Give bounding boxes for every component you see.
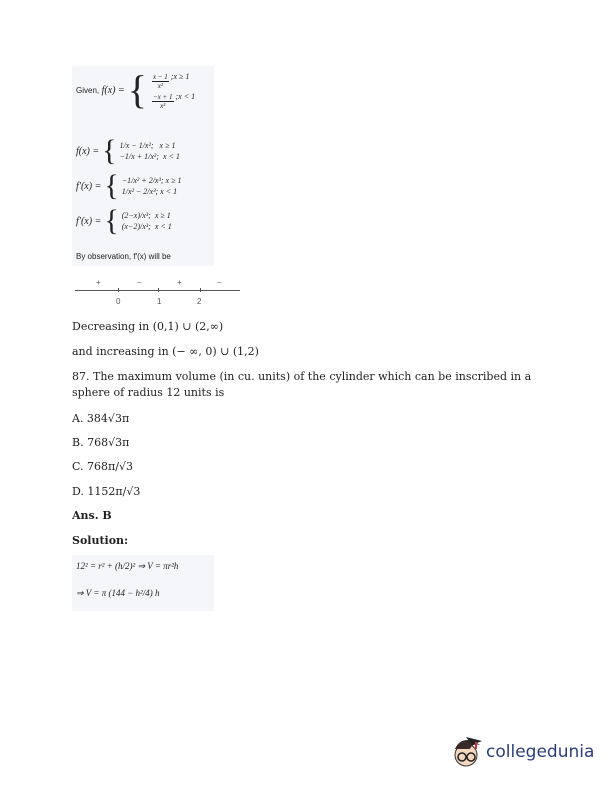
logo-text: collegedunia — [486, 742, 595, 762]
step2-row1: −1/x² + 2/x³; — [121, 176, 164, 185]
step2-cond1: x ≥ 1 — [165, 176, 182, 185]
tick-label: 1 — [157, 297, 162, 306]
solution-heading: Solution: — [72, 534, 129, 547]
sign-minus: − — [217, 278, 222, 287]
option-b: B. 768√3π — [72, 436, 130, 449]
given-equation: Given, f(x) = { $\frac{x - 1}{\text{x²}}$ ;x ≥ 1 $\frac{-x + 1}{\text{x²}}$ ;x < 1 — [76, 67, 196, 112]
step2-lhs: f′(x) = — [76, 180, 102, 192]
step1-cond2: x < 1 — [162, 152, 180, 161]
option-d: D. 1152π/√3 — [72, 485, 141, 498]
case1-condition: ;x ≥ 1 — [170, 72, 190, 81]
increasing-interval: and increasing in (− ∞, 0) ∪ (1,2) — [72, 345, 259, 358]
step1-equation: f(x) = { 1/x − 1/x²; x ≥ 1 −1/x + 1/x²; x < 1 — [76, 134, 180, 167]
option-c: C. 768π/√3 — [72, 460, 133, 473]
option-a: A. 384√3π — [72, 412, 130, 425]
step1-lhs: f(x) = — [76, 145, 100, 157]
sign-plus: + — [96, 278, 101, 287]
question-text: sphere of radius 12 units is — [72, 386, 225, 399]
observation-text: By observation, f′(x) will be — [76, 252, 171, 261]
sign-plus: + — [177, 278, 182, 287]
math-block-derivative — [72, 66, 214, 266]
step3-row2: (x−2)/x³; — [121, 222, 151, 231]
step2-cond2: x < 1 — [160, 187, 178, 196]
step2-equation: f′(x) = { −1/x² + 2/x³; x ≥ 1 1/x² − 2/x³; x < 1 — [76, 169, 182, 202]
step2-row2: 1/x² − 2/x³; — [121, 187, 159, 196]
step3-cond2: x < 1 — [154, 222, 172, 231]
step1-row2: −1/x + 1/x²; — [119, 152, 159, 161]
tick-label: 2 — [197, 297, 202, 306]
case1-numerator: x − 1 — [152, 73, 168, 81]
step1-row1: 1/x − 1/x²; — [119, 141, 154, 150]
step3-lhs: f′(x) = — [76, 215, 102, 227]
step3-cond1: x ≥ 1 — [154, 211, 171, 220]
solution-eq1: 12² = r² + (h/2)² ⇒ V = πr²h — [76, 561, 179, 571]
step1-cond1: x ≥ 1 — [159, 141, 176, 150]
collegedunia-logo — [452, 735, 594, 769]
step3-row1: (2−x)/x³; — [121, 211, 151, 220]
mascot-icon — [452, 735, 484, 769]
solution-eq2: ⇒ V = π (144 − h²/4) h — [76, 588, 160, 598]
case2-numerator: −x + 1 — [152, 93, 173, 101]
given-label: Given, — [76, 85, 100, 95]
question-text: 87. The maximum volume (in cu. units) of the cylinder which can be inscribed in a — [72, 370, 532, 383]
math-block-solution — [72, 555, 214, 611]
case1-denominator: x² — [157, 82, 163, 90]
tick-label: 0 — [116, 297, 121, 306]
case2-condition: ;x < 1 — [175, 92, 196, 101]
sign-minus: − — [137, 278, 142, 287]
decreasing-interval: Decreasing in (0,1) ∪ (2,∞) — [72, 320, 224, 333]
step3-equation: f′(x) = { (2−x)/x³; x ≥ 1 (x−2)/x³; x < 1 — [76, 204, 172, 237]
fx-label: f(x) = — [101, 84, 125, 96]
answer: Ans. B — [72, 509, 112, 522]
case2-denominator: x² — [160, 102, 166, 110]
